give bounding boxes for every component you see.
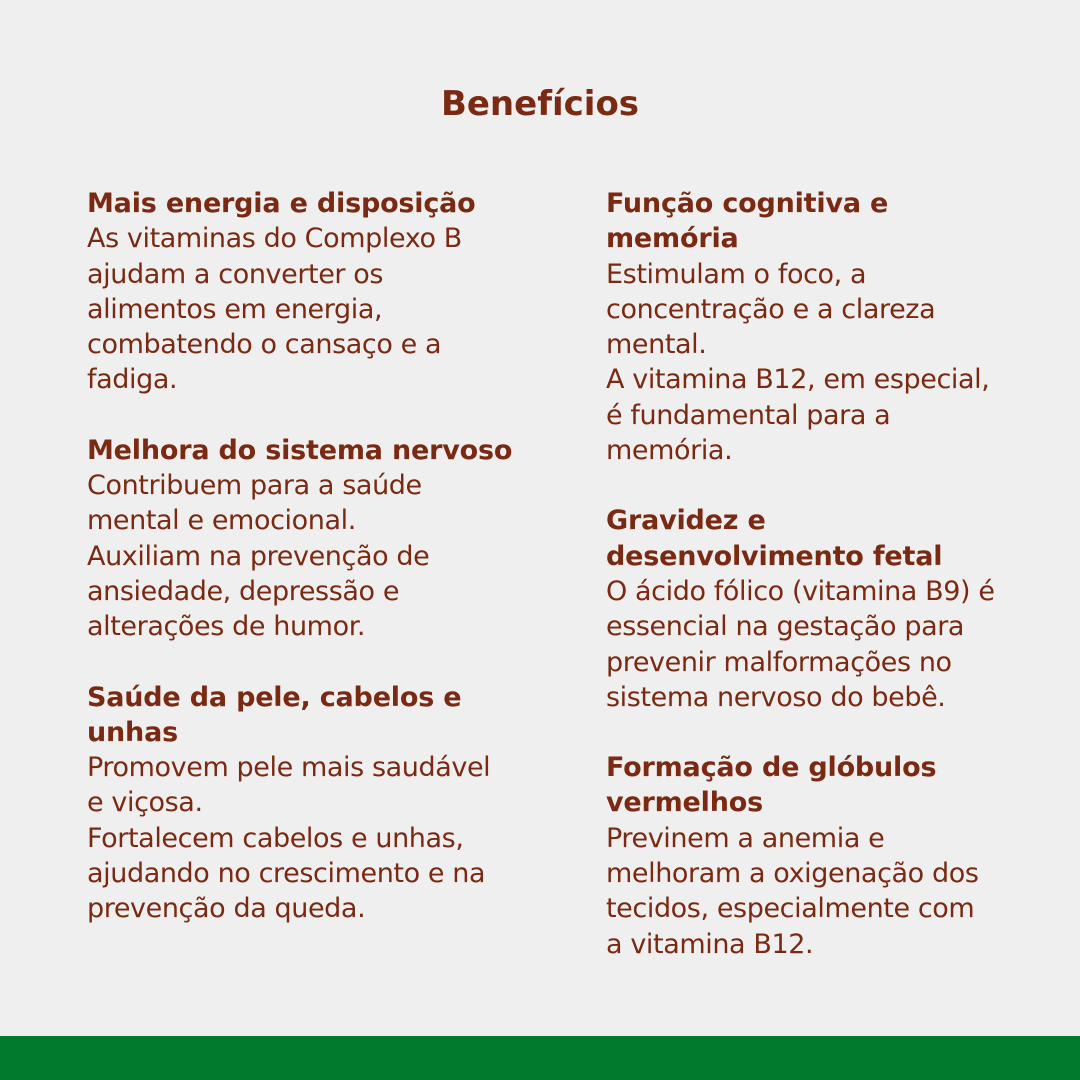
- section-body: O ácido fólico (vitamina B9) é essencial na gestação para prevenir malformações no sistema nervoso do bebê.: [606, 575, 995, 713]
- page-title: Benefícios: [440, 84, 640, 124]
- left-column: [87, 186, 527, 962]
- benefit-pregnancy: [606, 503, 1026, 715]
- benefit-red-blood-cells: [606, 750, 1026, 962]
- right-column: [606, 186, 1026, 997]
- section-heading: Formação de glóbulos vermelhos: [606, 752, 937, 819]
- section-heading: Função cognitiva e memória: [606, 188, 889, 255]
- section-heading: Mais energia e disposição: [87, 188, 476, 219]
- section-body: Estimulam o foco, a concentração e a clareza mental. A vitamina B12, em especial, é fundamental para a memória.: [606, 258, 990, 467]
- section-body: Contribuem para a saúde mental e emocional. Auxiliam na prevenção de ansiedade, depressão e alterações de humor.: [87, 470, 430, 643]
- section-heading: Saúde da pele, cabelos e unhas: [87, 681, 462, 748]
- benefit-skin-hair-nails: [87, 680, 527, 927]
- benefit-cognitive: [606, 186, 1026, 468]
- footer-bar: [0, 1036, 1080, 1080]
- section-body: Previnem a anemia e melhoram a oxigenação dos tecidos, especialmente com a vitamina B12.: [606, 822, 979, 960]
- benefit-energy: [87, 186, 527, 398]
- section-body: Promovem pele mais saudável e viçosa. Fortalecem cabelos e unhas, ajudando no crescimento e na prevenção da queda.: [87, 752, 491, 925]
- section-heading: Gravidez e desenvolvimento fetal: [606, 505, 943, 572]
- benefit-nervous-system: [87, 433, 527, 645]
- section-body: As vitaminas do Complexo B ajudam a converter os alimentos em energia, combatendo o cansaço e a fadiga.: [87, 223, 462, 396]
- section-heading: Melhora do sistema nervoso: [87, 434, 513, 466]
